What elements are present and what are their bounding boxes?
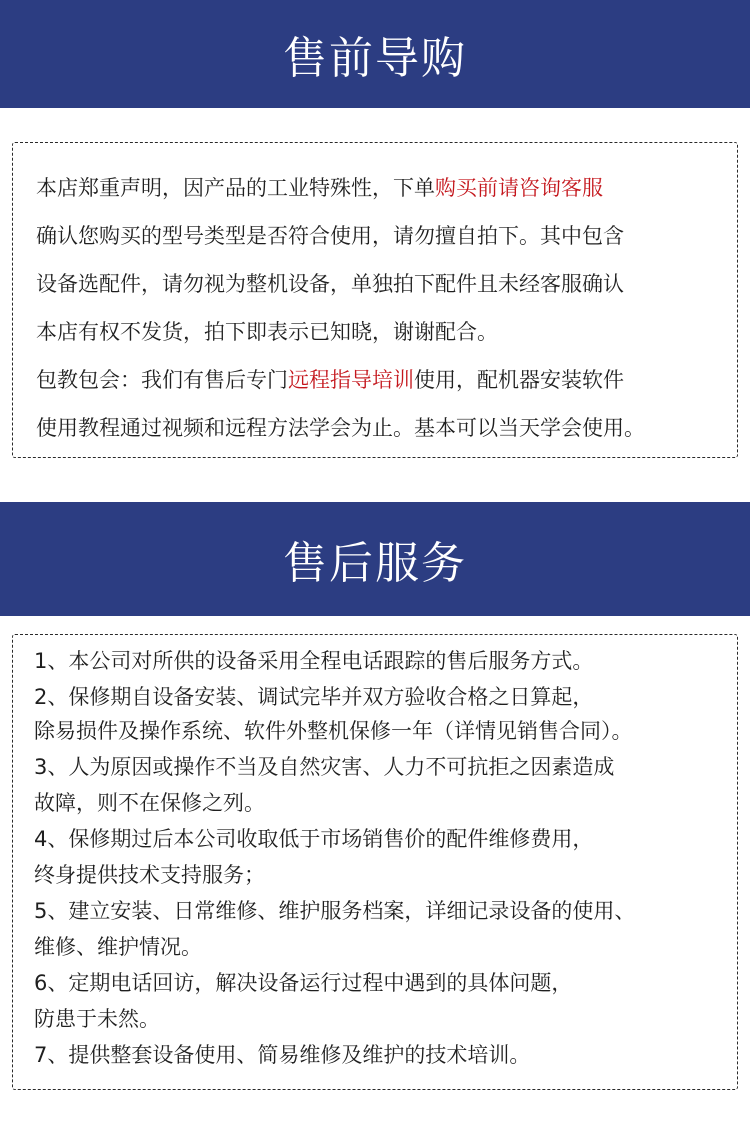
aftersale-line-8: 5、建立安装、日常维修、维护服务档案，详细记录设备的使用、 (34, 899, 636, 923)
presale-line-3-text: 设备选配件，请勿视为整机设备，单独拍下配件且未经客服确认 (36, 272, 624, 296)
presale-line-5-text: 包教包会：我们有售后专门 (36, 368, 288, 392)
presale-line-6-text: 使用教程通过视频和远程方法学会为止。基本可以当天学会使用。 (36, 416, 645, 440)
aftersale-line-12: 7、提供整套设备使用、简易维修及维护的技术培训。 (34, 1043, 531, 1067)
presale-line-6 (36, 412, 645, 442)
aftersale-line-7: 终身提供技术支持服务； (34, 863, 265, 887)
aftersale-title: 售后服务 (283, 538, 467, 589)
aftersale-line-5: 故障，则不在保修之列。 (34, 791, 265, 815)
aftersale-line-4: 3、人为原因或操作不当及自然灾害、人力不可抗拒之因素造成 (34, 755, 615, 779)
presale-line-5 (36, 364, 624, 394)
aftersale-line-9: 维修、维护情况。 (34, 935, 202, 959)
presale-line-1-text: 本店郑重声明，因产品的工业特殊性，下单 (36, 176, 435, 200)
presale-line-1-highlight: 购买前请咨询客服 (435, 176, 603, 200)
aftersale-line-3: 除易损件及操作系统、软件外整机保修一年（详情见销售合同）。 (34, 719, 633, 743)
presale-line-3 (36, 268, 624, 298)
presale-line-1 (36, 172, 603, 202)
aftersale-banner (0, 502, 750, 616)
presale-line-4-text: 本店有权不发货，拍下即表示已知晓，谢谢配合。 (36, 320, 498, 344)
aftersale-line-2: 2、保修期自设备安装、调试完毕并双方验收合格之日算起， (34, 685, 594, 709)
aftersale-line-10: 6、定期电话回访，解决设备运行过程中遇到的具体问题， (34, 971, 573, 995)
presale-banner (0, 0, 750, 108)
presale-line-5-text-end: 使用，配机器安装软件 (414, 368, 624, 392)
presale-line-5-highlight: 远程指导培训 (288, 368, 414, 392)
presale-line-2 (36, 220, 624, 250)
presale-title: 售前导购 (283, 33, 467, 84)
aftersale-line-1: 1、本公司对所供的设备采用全程电话跟踪的售后服务方式。 (34, 649, 594, 673)
aftersale-line-6: 4、保修期过后本公司收取低于市场销售价的配件维修费用， (34, 827, 594, 851)
presale-line-2-text: 确认您购买的型号类型是否符合使用，请勿擅自拍下。其中包含 (36, 224, 624, 248)
presale-line-4 (36, 316, 498, 346)
aftersale-line-11: 防患于未然。 (34, 1007, 160, 1031)
